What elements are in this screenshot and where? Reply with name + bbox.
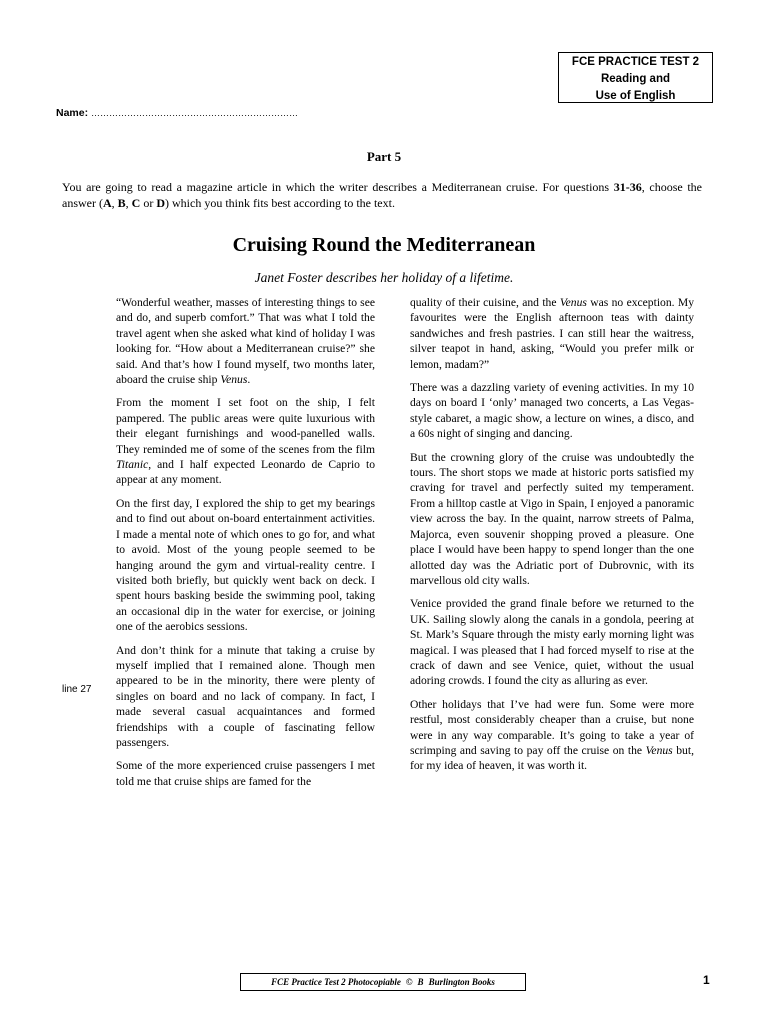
option-b: B	[117, 196, 126, 210]
instr-text-3: ) which you think fits best according to the text.	[165, 196, 395, 210]
test-name: FCE PRACTICE TEST 2	[571, 56, 700, 68]
copyright-symbol: ©	[405, 977, 413, 987]
paragraph	[116, 295, 375, 387]
publisher-logo-icon: B	[417, 977, 424, 987]
paragraph-text: “Wonderful weather, masses of interesting things to see and do, and superb comfort.” That was what I told the travel agent when she asked what kind of holiday I was looking for. “How about a Mediterranean cruise?” she said. And that’s how I found myself, two months later, aboard the cruise ship	[116, 296, 375, 387]
line-marker: line 27	[62, 684, 92, 695]
footer	[240, 973, 526, 991]
part-heading: Part 5	[366, 149, 402, 164]
article-left-column	[116, 295, 375, 797]
section-line-2: Use of English	[595, 90, 676, 102]
paragraph: And don’t think for a minute that taking a cruise by myself implied that I remained alone. Though men appeared to be in the minority, there were plenty of singles on board and no lack of company. In fact, I made several casual acquaintances and formed friendships with a couple of fascinating fellow passengers.	[116, 643, 375, 749]
instr-sep-2: ,	[125, 196, 132, 210]
option-d: D	[156, 196, 166, 210]
page-number: 1	[703, 973, 710, 987]
name-dots: ……………………………………………………………	[91, 108, 299, 118]
name-field[interactable]	[56, 107, 298, 119]
article-subtitle: Janet Foster describes her holiday of a lifetime.	[254, 270, 514, 285]
instr-sep-1: ,	[111, 196, 118, 210]
paragraph-text: but, for my idea of heaven, it was worth it.	[410, 743, 694, 773]
question-range: 31-36	[613, 180, 642, 194]
paragraph: There was a dazzling variety of evening activities. In my 10 days on board I ‘only’ managed two concerts, a Las Vegas-style cabaret, a magic show, a lecture on wines, a disco, and a 60s night of singing and dancing.	[410, 381, 694, 441]
paragraph-text: was no exception. My favourites were the English afternoon teas with dainty sandwiches and fresh pastries. I can still hear the waitress, silver teapot in hand, asking, “Would you prefer milk or lemon, madam?”	[410, 296, 694, 371]
paragraph	[410, 697, 694, 774]
paragraph-text: quality of their cuisine, and the	[410, 296, 560, 309]
instructions	[62, 179, 702, 211]
paragraph	[410, 295, 694, 372]
paragraph: On the first day, I explored the ship to get my bearings and to find out about on-board entertainment activities. I made a mental note of which ones to go for, and what to avoid. Most of the young people seemed to be hanging around the gym and virtual-reality centre. I visited both briefly, but quickly went back on deck. I spent hours basking beside the swimming pool, taking an occasional dip in the water for exercise, or joining one of the aerobics sessions.	[116, 496, 375, 634]
paragraph: But the crowning glory of the cruise was undoubtedly the tours. The short stops we made at historic ports satisfied my craving for travel and perfectly suited my temperament. From a hilltop castle at Vigo in Spain, I enjoyed a panoramic view across the bay. In the quaint, narrow streets of Palma, Majorca, even souvenir shopping proved a pleasure. One place I would have been happy to spend longer than the one allotted day was the Adriatic port of Dubrovnic, with its marvellous old city walls.	[410, 450, 694, 587]
paragraph-text: , and I half expected Leonardo de Caprio to appear at any moment.	[116, 458, 375, 487]
option-c: C	[131, 196, 141, 210]
ship-name: Venus	[220, 373, 248, 387]
paragraph-text: .	[247, 373, 251, 387]
instr-or: or	[140, 196, 157, 210]
test-header-box	[558, 52, 713, 103]
ship-name: Venus	[645, 743, 673, 757]
publisher-name: Burlington Books	[428, 977, 495, 987]
paragraph-text: From the moment I set foot on the ship, I felt pampered. The public areas were quite luxurious with their elegant furnishings and wood-panelled walls. They reminded me of some of the scenes from the film	[116, 396, 375, 456]
article-right-column	[410, 295, 694, 782]
ship-name: Venus	[559, 296, 587, 309]
paragraph: Venice provided the grand finale before we returned to the UK. Sailing slowly along the canals in a gondola, peering at St. Mark’s Square through the misty early morning light was magical. I was pleased that I had forced myself to rise at the crack of dawn and see Venice, quiet, without the usual adoring crowds. I found the city as alluring as ever.	[410, 597, 694, 688]
paragraph-text: Other holidays that I’ve had were fun. Some were more restful, most considerably cheaper than a cruise, but none were in any way comparable. It’s going to take a year of scrimping and saving to pay off the cruise on the	[410, 697, 694, 757]
option-a: A	[102, 196, 112, 210]
name-label: Name:	[56, 107, 89, 119]
footer-text: FCE Practice Test 2 Photocopiable	[271, 977, 401, 987]
instr-text-1: You are going to read a magazine article in which the writer describes a Mediterranean cruise. For questions	[62, 180, 614, 194]
film-title: Titanic	[116, 458, 149, 472]
section-line-1: Reading and	[600, 73, 670, 85]
paragraph	[116, 395, 375, 487]
instr-text-2: , choose the answer (	[62, 180, 702, 210]
paragraph: Some of the more experienced cruise passengers I met told me that cruise ships are famed for the	[116, 759, 375, 788]
article-title: Cruising Round the Mediterranean	[232, 234, 536, 256]
